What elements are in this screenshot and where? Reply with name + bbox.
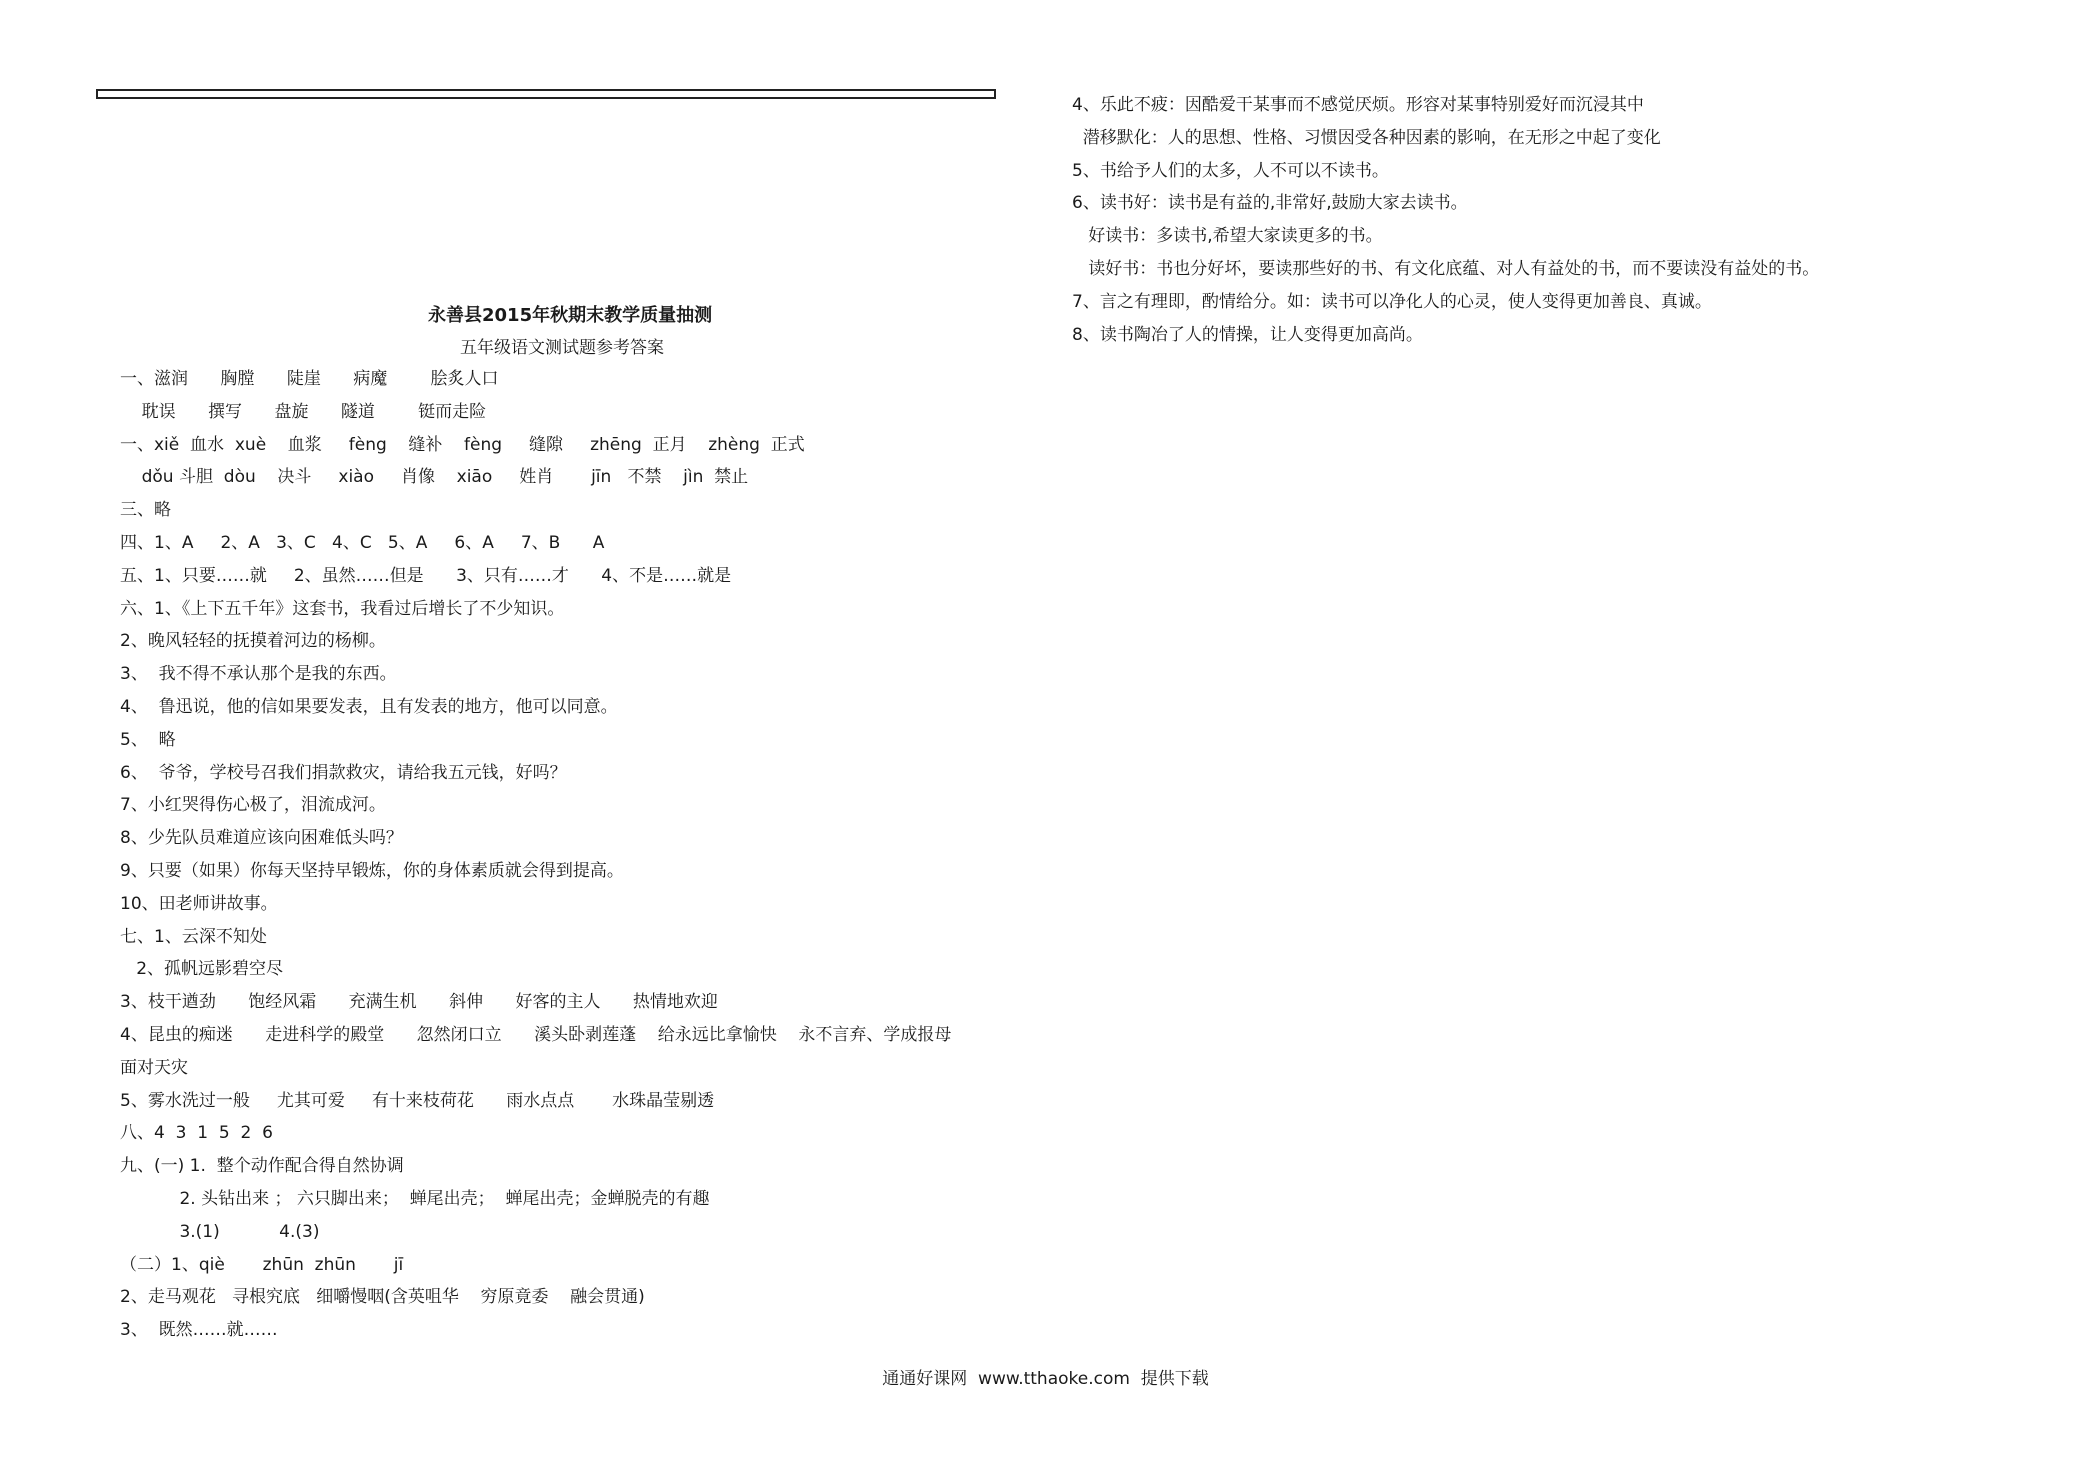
answer-line-right-6: 读好书：书也分好坏，要读那些好的书、有文化底蕴、对人有益处的书，而不要读没有益处的书。 [1072, 259, 1820, 279]
answer-line-right-7: 7、言之有理即，酌情给分。如：读书可以净化人的心灵，使人变得更加善良、真诚。 [1072, 291, 1712, 312]
answer-line-23: 5、雾水洗过一般 尤其可爱 有十来枝荷花 雨水点点 水珠晶莹剔透 [120, 1090, 715, 1111]
answer-line-6: 四、1、A 2、A 3、C 4、C 5、A 6、A 7、B A [120, 533, 605, 553]
answer-line-30: 3、 既然……就…… [120, 1320, 278, 1341]
footer-credit: 通通好课网 www.tthaoke.com 提供下载 [882, 1369, 1209, 1389]
page-title: 永善县2015年秋期末教学质量抽测 [428, 305, 713, 326]
answer-line-10: 3、 我不得不承认那个是我的东西。 [120, 664, 397, 685]
page-subtitle: 五年级语文测试题参考答案 [460, 338, 664, 358]
answer-line-22: 面对天灾 [120, 1057, 188, 1078]
answer-line-14: 7、小红哭得伤心极了，泪流成河。 [120, 795, 386, 816]
answer-line-13: 6、 爷爷，学校号召我们捐款救灾，请给我五元钱，好吗？ [120, 762, 567, 783]
answer-line-26: 2. 头钻出来 ； 六只脚出来； 蝉尾出壳； 蝉尾出壳；金蝉脱壳的有趣 [120, 1189, 710, 1209]
answer-line-24: 八、4 3 1 5 2 6 [120, 1123, 273, 1144]
answer-line-9: 2、晚风轻轻的抚摸着河边的杨柳。 [120, 631, 386, 652]
answer-line-right-4: 6、读书好：读书是有益的,非常好,鼓励大家去读书。 [1072, 193, 1468, 214]
answer-line-29: 2、走马观花 寻根究底 细嚼慢咽(含英咀华 穷原竟委 融会贯通) [120, 1287, 645, 1308]
answer-line-16: 9、只要（如果）你每天坚持早锻炼，你的身体素质就会得到提高。 [120, 861, 624, 881]
answer-line-4: dǒu 斗胆 dòu 决斗 xiào 肖像 xiāo 姓肖 jīn 不禁 jìn 禁止 [120, 467, 749, 488]
answer-line-right-5: 好读书：多读书,希望大家读更多的书。 [1072, 226, 1383, 247]
answer-line-5: 三、略 [120, 500, 171, 521]
answer-line-1: 一、滋润 胸膛 陡崖 病魔 脍炙人口 [120, 369, 499, 389]
answer-line-17: 10、田老师讲故事。 [120, 893, 278, 914]
answer-line-right-8: 8、读书陶冶了人的情操，让人变得更加高尚。 [1072, 324, 1423, 345]
answer-line-right-2: 潜移默化：人的思想、性格、习惯因受各种因素的影响，在无形之中起了变化 [1072, 127, 1661, 148]
answer-line-11: 4、 鲁迅说，他的信如果要发表，且有发表的地方，他可以同意。 [120, 697, 618, 717]
answer-line-19: 2、孤帆远影碧空尽 [120, 959, 284, 980]
answer-line-27: 3.(1) 4.(3) [120, 1221, 320, 1242]
answer-line-3: 一、xiě 血水 xuè 血浆 fèng 缝补 fèng 缝隙 zhēng 正月 zhèng 正式 [120, 434, 805, 455]
answer-line-2: 耽误 撰写 盘旋 隧道 铤而走险 [120, 401, 487, 422]
answer-line-12: 5、 略 [120, 729, 176, 750]
header-border-box [96, 89, 996, 99]
answer-line-21: 4、昆虫的痴迷 走进科学的殿堂 忽然闭口立 溪头卧剥莲蓬 给永远比拿愉快 永不言弃、学成报母 [120, 1025, 952, 1045]
answer-line-28: （二）1、qiè zhūn zhūn jī [120, 1254, 404, 1275]
answer-line-15: 8、少先队员难道应该向困难低头吗？ [120, 828, 403, 849]
answer-line-right-3: 5、书给予人们的太多，人不可以不读书。 [1072, 160, 1389, 181]
answer-line-right-1: 4、乐此不疲：因酷爱干某事而不感觉厌烦。形容对某事特别爱好而沉浸其中 [1072, 95, 1644, 115]
answer-line-7: 五、1、只要……就 2、虽然……但是 3、只有……才 4、不是……就是 [120, 565, 732, 586]
answer-line-20: 3、枝干遒劲 饱经风霜 充满生机 斜伸 好客的主人 热情地欢迎 [120, 992, 718, 1013]
answer-line-8: 六、1、《上下五千年》这套书，我看过后增长了不少知识。 [120, 598, 565, 619]
answer-line-25: 九、(一) 1. 整个动作配合得自然协调 [120, 1156, 404, 1177]
answer-line-18: 七、1、云深不知处 [120, 926, 267, 947]
